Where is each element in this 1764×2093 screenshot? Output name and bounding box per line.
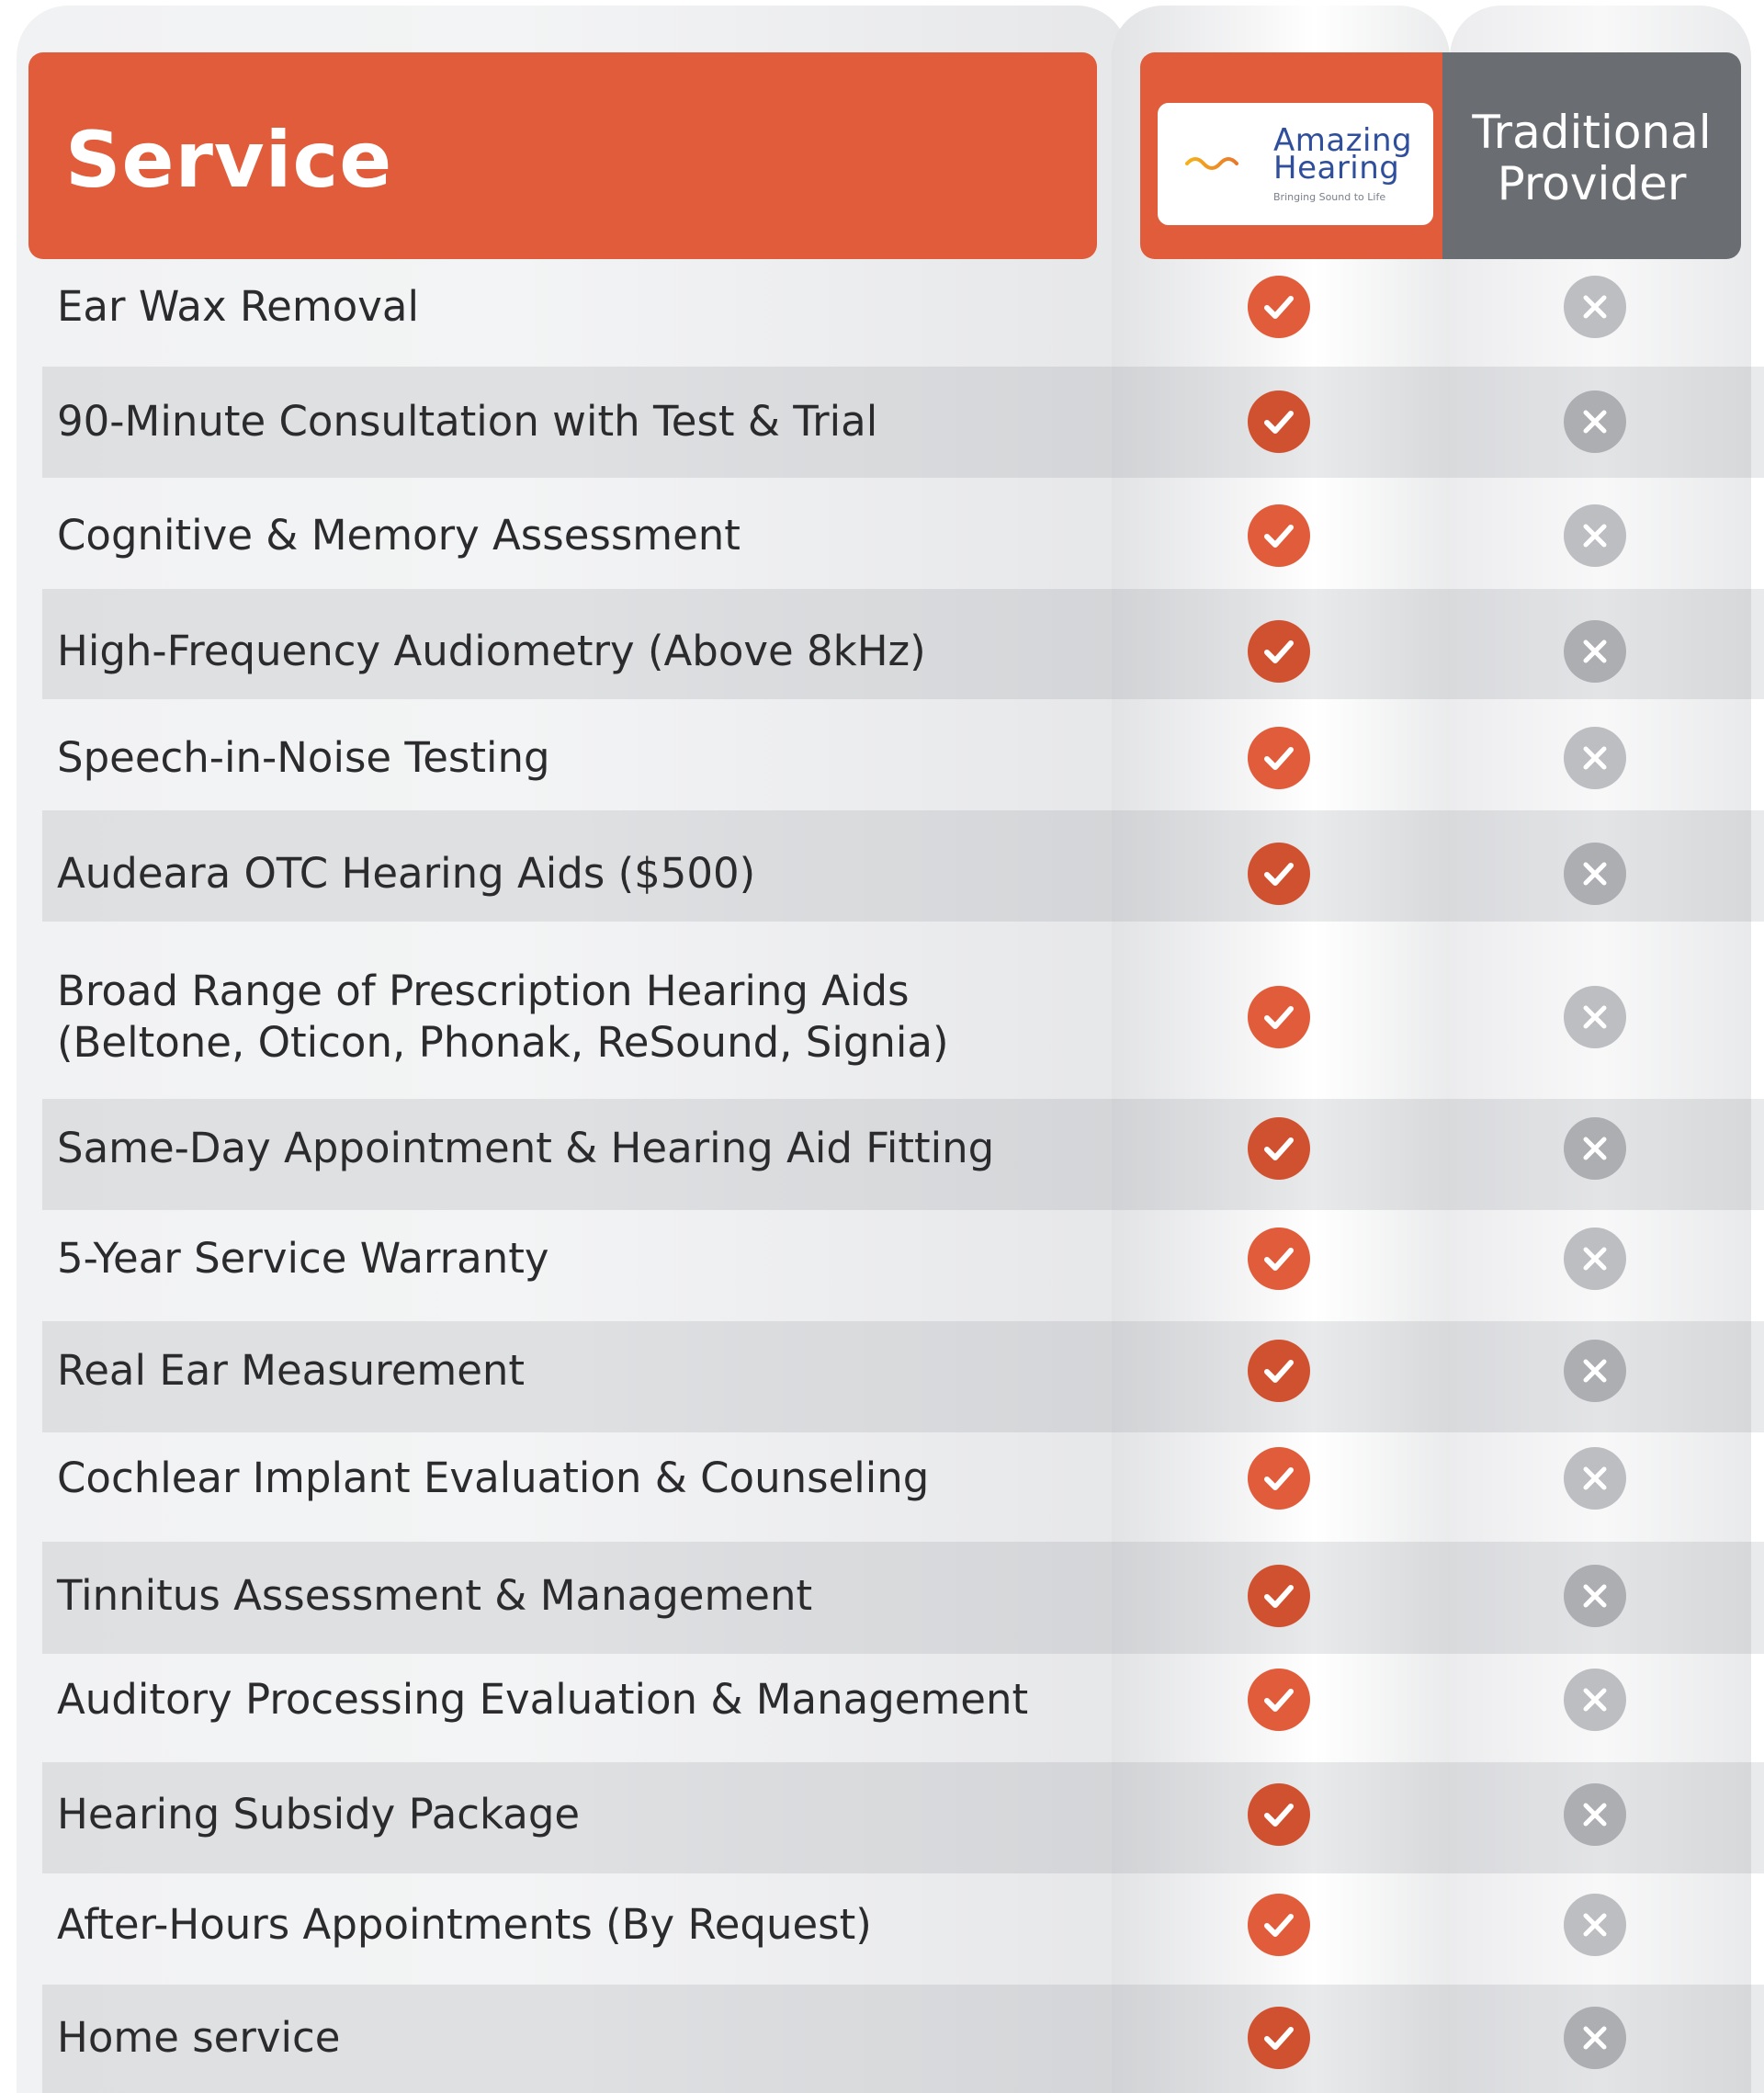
check-glyph: [1261, 999, 1297, 1035]
cross-glyph: [1579, 1355, 1611, 1386]
service-header-title: Service: [65, 114, 393, 205]
sound-wave-icon: [1165, 114, 1268, 213]
service-label: Real Ear Measurement: [57, 1346, 526, 1395]
check-glyph: [1261, 1352, 1297, 1389]
cross-glyph: [1579, 1799, 1611, 1830]
check-icon: [1248, 1117, 1310, 1180]
check-glyph: [1261, 1130, 1297, 1167]
check-glyph: [1261, 855, 1297, 892]
service-label: Speech-in-Noise Testing: [57, 733, 550, 782]
cross-icon: [1564, 1228, 1626, 1290]
check-icon: [1248, 620, 1310, 683]
check-glyph: [1261, 1460, 1297, 1497]
check-icon: [1248, 390, 1310, 453]
check-glyph: [1261, 633, 1297, 670]
cross-glyph: [1579, 636, 1611, 667]
cross-icon: [1564, 1447, 1626, 1510]
check-icon: [1248, 2007, 1310, 2069]
logo-name: Amazing Hearing: [1273, 122, 1413, 187]
cross-icon: [1564, 843, 1626, 905]
traditional-provider-title: Traditional Provider: [1472, 105, 1712, 210]
check-glyph: [1261, 1578, 1297, 1614]
cross-glyph: [1579, 1684, 1611, 1715]
check-icon: [1248, 1894, 1310, 1956]
cross-glyph: [1579, 406, 1611, 437]
service-label: Ear Wax Removal: [57, 282, 419, 331]
check-glyph: [1261, 403, 1297, 440]
check-glyph: [1261, 1681, 1297, 1718]
check-glyph: [1261, 1240, 1297, 1277]
service-label: 90-Minute Consultation with Test & Trial: [57, 397, 878, 446]
cross-glyph: [1579, 520, 1611, 551]
cross-icon: [1564, 1565, 1626, 1627]
check-glyph: [1261, 288, 1297, 325]
cross-icon: [1564, 1783, 1626, 1846]
check-glyph: [1261, 517, 1297, 554]
cross-glyph: [1579, 291, 1611, 322]
cross-glyph: [1579, 2022, 1611, 2053]
check-icon: [1248, 986, 1310, 1048]
service-label: Auditory Processing Evaluation & Management: [57, 1675, 1029, 1724]
cross-glyph: [1579, 742, 1611, 774]
cross-icon: [1564, 390, 1626, 453]
traditional-provider-header: [1442, 52, 1741, 259]
check-icon: [1248, 276, 1310, 338]
check-icon: [1248, 1228, 1310, 1290]
service-label: After-Hours Appointments (By Request): [57, 1900, 872, 1949]
cross-icon: [1564, 986, 1626, 1048]
check-icon: [1248, 1447, 1310, 1510]
check-icon: [1248, 1340, 1310, 1402]
cross-icon: [1564, 504, 1626, 567]
amazing-hearing-logo: [1158, 103, 1433, 225]
check-icon: [1248, 843, 1310, 905]
cross-glyph: [1579, 858, 1611, 889]
service-label: Audeara OTC Hearing Aids ($500): [57, 849, 756, 898]
check-glyph: [1261, 1796, 1297, 1833]
cross-glyph: [1579, 1463, 1611, 1494]
cross-icon: [1564, 1894, 1626, 1956]
cross-icon: [1564, 276, 1626, 338]
cross-glyph: [1579, 1001, 1611, 1033]
cross-glyph: [1579, 1243, 1611, 1274]
cross-glyph: [1579, 1580, 1611, 1612]
check-icon: [1248, 1783, 1310, 1846]
cross-icon: [1564, 727, 1626, 789]
logo-tagline: Bringing Sound to Life: [1273, 191, 1386, 203]
check-icon: [1248, 1669, 1310, 1731]
cross-glyph: [1579, 1909, 1611, 1940]
service-label: 5-Year Service Warranty: [57, 1234, 549, 1283]
service-label: High-Frequency Audiometry (Above 8kHz): [57, 627, 926, 675]
cross-icon: [1564, 1340, 1626, 1402]
service-label: Broad Range of Prescription Hearing Aids (Beltone, Oticon, Phonak, ReSound, Signia): [57, 967, 949, 1067]
check-glyph: [1261, 740, 1297, 776]
service-label: Home service: [57, 2013, 341, 2062]
cross-icon: [1564, 1669, 1626, 1731]
check-glyph: [1261, 1906, 1297, 1943]
service-label: Cochlear Implant Evaluation & Counseling: [57, 1454, 930, 1502]
cross-icon: [1564, 1117, 1626, 1180]
service-label: Hearing Subsidy Package: [57, 1790, 581, 1838]
cross-icon: [1564, 2007, 1626, 2069]
check-icon: [1248, 1565, 1310, 1627]
service-label: Tinnitus Assessment & Management: [57, 1571, 813, 1620]
check-icon: [1248, 504, 1310, 567]
service-label: Same-Day Appointment & Hearing Aid Fitting: [57, 1124, 995, 1172]
check-icon: [1248, 727, 1310, 789]
service-header: [28, 52, 1097, 259]
cross-icon: [1564, 620, 1626, 683]
service-label: Cognitive & Memory Assessment: [57, 511, 741, 560]
cross-glyph: [1579, 1133, 1611, 1164]
check-glyph: [1261, 2019, 1297, 2056]
